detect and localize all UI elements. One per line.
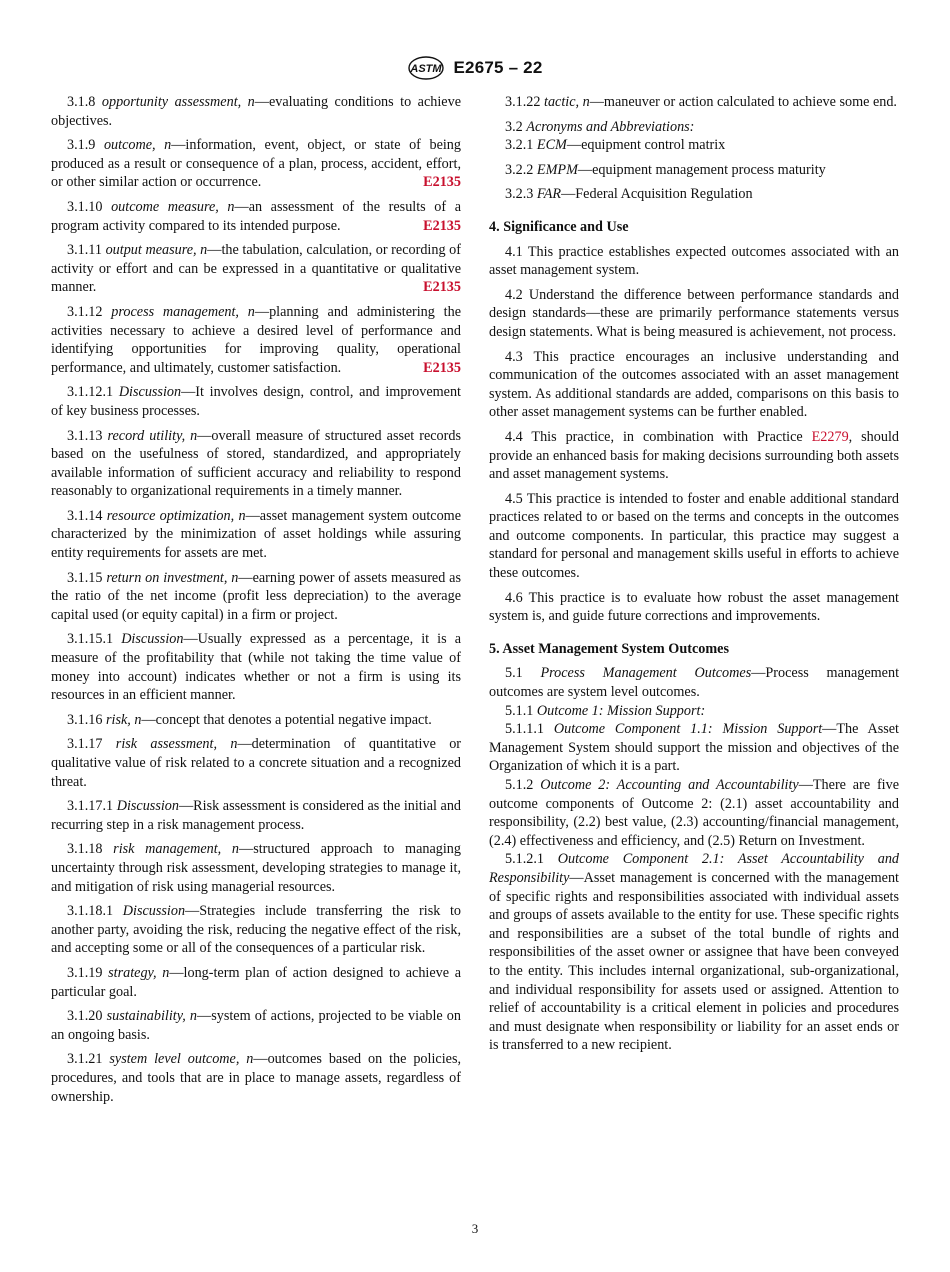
para-3-1-9: 3.1.9 outcome, n—information, event, object, or state of being produced as a result or consequence of a plan, process, accident, effort, or other similar action or occurrence. E2135 <box>51 137 461 191</box>
page-header <box>0 56 950 80</box>
para-3-2-3: 3.2.3 FAR—Federal Acquisition Regulation <box>505 186 753 203</box>
ref-link-e2135[interactable]: E2135 <box>423 359 461 376</box>
para-3-1-17: 3.1.17 risk assessment, n—determination of quantitative or qualitative value of risk related to a concrete situation and a recognized threat. <box>51 736 462 790</box>
logo-text: ASTM <box>409 63 442 75</box>
ref-link-e2135[interactable]: E2135 <box>423 217 461 234</box>
ref-link-e2135[interactable]: E2135 <box>423 279 461 296</box>
para-3-1-11: 3.1.11 output measure, n—the tabulation, calculation, or recording of activity or effort and can be expressed in a quantitative or qualitative manner. E2135 <box>51 242 461 296</box>
para-3-1-18: 3.1.18 risk management, n—structured approach to managing uncertainty through risk assessment, developing strategies to manage it, and mitigation of risk using managerial resources. <box>51 841 461 895</box>
astm-logo <box>408 56 444 80</box>
para-5-1-2-1: 5.1.2.1 Outcome Component 2.1: Asset Accountability and Responsibility—Asset management is concerned with the management of specific rights and responsibilities associated with individual assets and groups of assets available to the entity for use. These specific rights and responsibilities are a subset of the total bundle of rights and responsibilities of the asset owner or assignee that have been conveyed to the entity. This includes internal organizational, sub-organizational, and individual responsibility for assets used or assigned. Attention to relief of accountability is a critical element in policies and procedures and must designate when responsibility or liability for an asset ends or is transferred to a new recipient. <box>489 851 900 1054</box>
para-3-1-16: 3.1.16 risk, n—concept that denotes a potential negative impact. <box>67 711 432 728</box>
section-4-heading: 4. Significance and Use <box>489 218 629 235</box>
para-3-1-10: 3.1.10 outcome measure, n—an assessment of the results of a program activity compared to its intended purpose. E2135 <box>51 198 461 234</box>
para-4-1: 4.1 This practice establishes expected outcomes associated with an asset management system. <box>489 243 899 279</box>
para-5-1-2: 5.1.2 Outcome 2: Accounting and Accountability—There are five outcome components of Outcome 2: (2.1) asset accountability and responsibility, (2.2) best value, (2.3) accounting/financial management, (2.4) effectiveness and efficiency, and (2.5) Return on Investment. <box>489 777 900 849</box>
section-5-heading: 5. Asset Management System Outcomes <box>489 640 729 657</box>
para-3-2: 3.2 Acronyms and Abbreviations: <box>505 118 695 135</box>
para-3-1-14: 3.1.14 resource optimization, n—asset management system outcome characterized by the minimization of asset holdings while assuring entity requirements for assets are met. <box>51 507 462 562</box>
para-3-2-2: 3.2.2 EMPM—equipment management process maturity <box>505 161 826 178</box>
para-3-1-17-1: 3.1.17.1 Discussion—Risk assessment is considered as the initial and recurring step in a risk management process. <box>51 798 462 833</box>
standard-designation: E2675 – 22 <box>453 58 543 77</box>
page-number: 3 <box>471 1221 479 1236</box>
para-3-1-18-1: 3.1.18.1 Discussion—Strategies include transferring the risk to another party, avoiding the risk, reducing the negative effect of the risk, and accepting some or all of the consequences of a particular risk. <box>51 903 461 957</box>
para-3-1-13: 3.1.13 record utility, n—overall measure of structured asset records based on the usefulness of stored, standardized, and appropriately available information of sufficient accuracy and reliability to respond reasonably to organizational requirements in a timely manner. <box>51 427 461 500</box>
para-3-1-21: 3.1.21 system level outcome, n—outcomes based on the policies, procedures, and tools that are in place to manage assets, regardless of ownership. <box>51 1051 462 1105</box>
para-3-1-22: 3.1.22 tactic, n—maneuver or action calculated to achieve some end. <box>505 94 897 110</box>
para-3-1-15: 3.1.15 return on investment, n—earning power of assets measured as the ratio of the net income (profit less depreciation) to the average capital used (or equity capital) in a firm or project. <box>51 569 462 623</box>
para-3-1-12: 3.1.12 process management, n—planning and administering the activities necessary to achieve a desired level of performance and identifying opportunities for improving quality, operational performance, and ultimately, customer satisfaction. E2135 <box>51 303 462 376</box>
para-3-1-15-1: 3.1.15.1 Discussion—Usually expressed as a percentage, it is a measure of the profitability that (while not taking the time value of money into account) indicates whether or not a firm is using its resources in an efficient manner. <box>51 631 461 704</box>
ref-link-e2135[interactable]: E2135 <box>423 174 461 191</box>
para-5-1-1: 5.1.1 Outcome 1: Mission Support: <box>505 702 706 719</box>
para-4-5: 4.5 This practice is intended to foster and enable additional standard practices related to or based on the terms and concepts in the outcomes and outcome components. In particular, this practice may suggest a standard for personal and management skills useful in efforts to achieve these outcomes. <box>489 490 899 582</box>
para-5-1: 5.1 Process Management Outcomes—Process management outcomes are system level outcomes. <box>489 665 900 701</box>
para-4-4: 4.4 This practice, in combination with Practice E2279, should provide an enhanced basis for making decisions surrounding both assets and asset management systems. <box>489 428 900 483</box>
para-3-1-12-1: 3.1.12.1 Discussion—It involves design, control, and improvement of key business processes. <box>51 384 461 419</box>
para-4-3: 4.3 This practice encourages an inclusive understanding and communication of the outcomes associated with an asset management system. As additional standards are added, comparisons on this basis to other asset management systems can be further enabled. <box>489 348 899 421</box>
para-3-1-19: 3.1.19 strategy, n—long-term plan of action designed to achieve a particular goal. <box>51 964 461 1000</box>
left-column <box>51 93 461 1112</box>
para-3-1-20: 3.1.20 sustainability, n—system of actions, projected to be viable on an ongoing basis. <box>51 1008 461 1043</box>
right-column <box>489 93 899 1061</box>
para-5-1-1-1: 5.1.1.1 Outcome Component 1.1: Mission Support—The Asset Management System should support the mission and objectives of the Organization of which it is a part. <box>489 721 899 775</box>
para-4-6: 4.6 This practice is to evaluate how robust the asset management system is, and guide future corrections and improvements. <box>489 589 899 625</box>
para-4-2: 4.2 Understand the difference between performance standards and design standards—these are primarily performance statements versus design statements. What is being measured is achievement, not process. <box>489 286 899 340</box>
ref-link-e2279[interactable]: E2279 <box>811 428 849 445</box>
para-3-2-1: 3.2.1 ECM—equipment control matrix <box>505 137 726 154</box>
para-3-1-8: 3.1.8 opportunity assessment, n—evaluating conditions to achieve objectives. <box>51 94 461 129</box>
